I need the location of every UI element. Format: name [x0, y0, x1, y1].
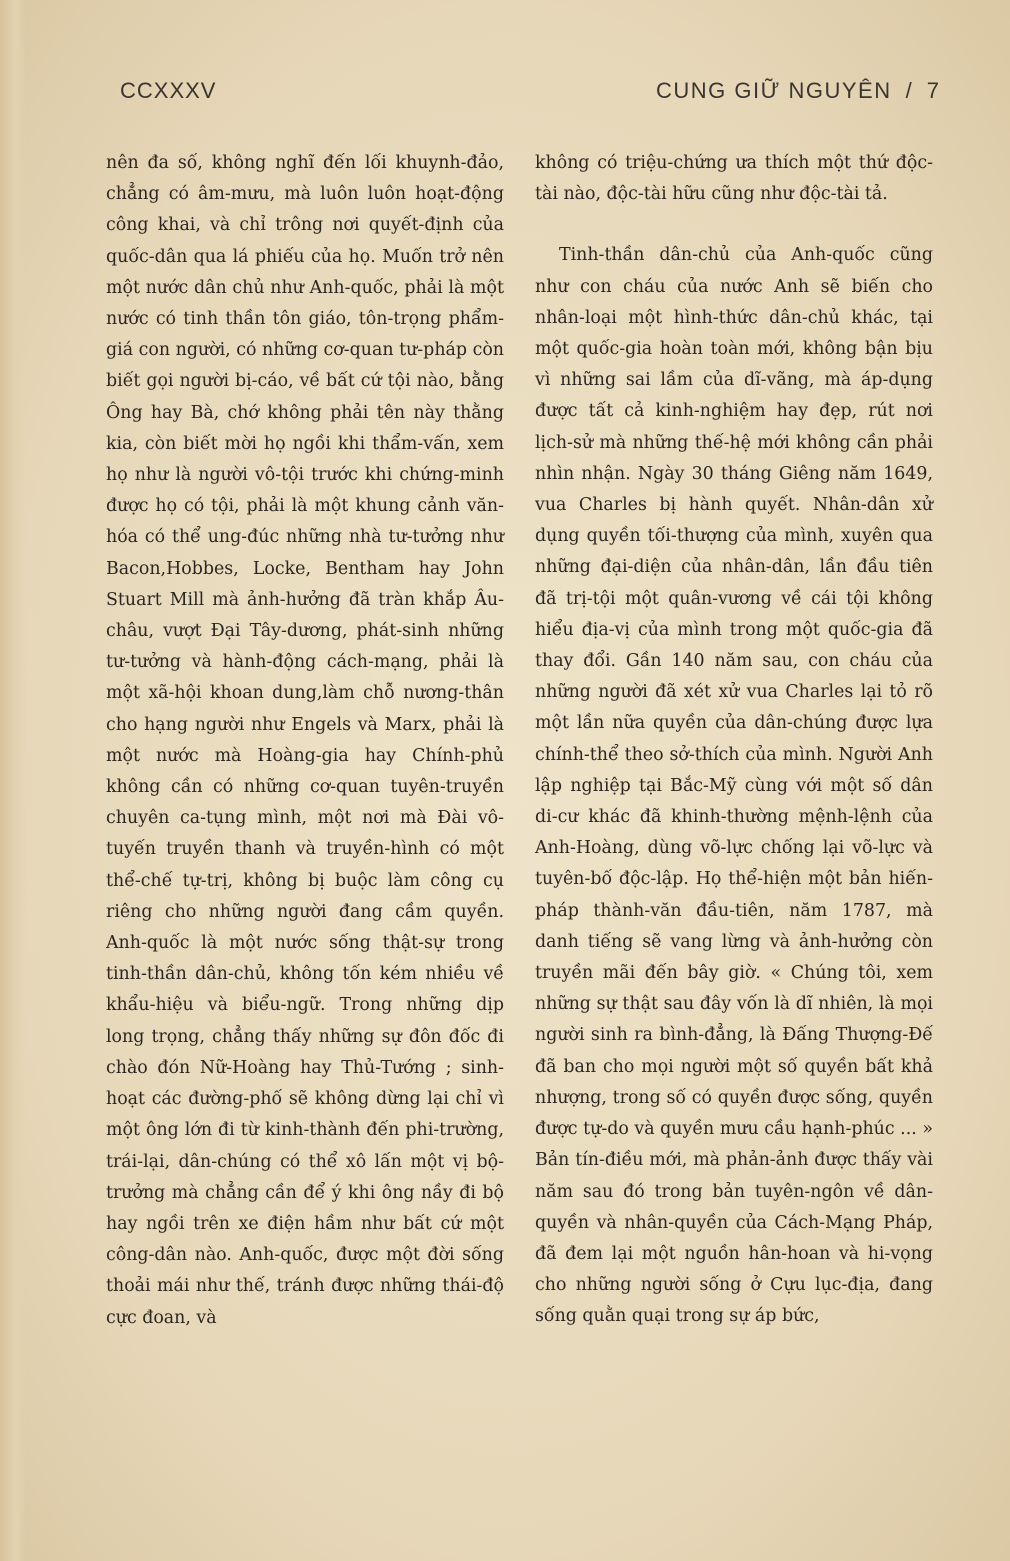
- left-column-paragraph: nên đa số, không nghĩ đến lối khuynh-đảo, chẳng có âm-mưu, mà luôn luôn hoạt-động công khai, và chỉ trông nơi quyết-định của quốc-dân qua lá phiếu của họ. Muốn trở nên một nước dân chủ như Anh-quốc, phải là một nước có tinh thần tôn giáo, tôn-trọng phẩm-giá con người, có những cơ-quan tư-pháp còn biết gọi người bị-cáo, về bất cứ tội nào, bằng Ông hay Bà, chớ không phải tên này thằng kia, còn biết mời họ ngồi khi thẩm-vấn, xem họ như là người vô-tội trước khi chứng-minh được họ có tội, phải là một khung cảnh văn-hóa có thể ung-đúc những nhà tư-tưởng như Bacon,Hobbes, Locke, Bentham hay John Stuart Mill mà ảnh-hưởng đã tràn khắp Âu-châu, vượt Đại Tây-dương, phát-sinh những tư-tưởng và hành-động cách-mạng, phải là một xã-hội khoan dung,làm chỗ nương-thân cho hạng người như Engels và Marx, phải là một nước mà Hoàng-gia hay Chính-phủ không cần có những cơ-quan tuyên-truyền chuyên ca-tụng mình, một nơi mà Đài vô-tuyến truyền thanh và truyền-hình có một thể-chế tự-trị, không bị buộc làm công cụ riêng cho những người đang cầm quyền. Anh-quốc là một nước sống thật-sự trong tinh-thần dân-chủ, không tốn kém nhiều về khẩu-hiệu và biểu-ngữ. Trong những dịp long trọng, chẳng thấy những sự đôn đốc đi chào đón Nữ-Hoàng hay Thủ-Tướng ; sinh-hoạt các đường-phố sẽ không dừng lại chỉ vì một ông lớn đi từ kinh-thành đến phi-trường, trái-lại, dân-chúng có thể xô lấn một vị bộ-trưởng mà chẳng cần để ý khi ông nầy đi bộ hay ngồi trên xe điện hầm như bất cứ một công-dân nào. Anh-quốc, được một đời sống thoải mái như thế, tránh được những thái-độ cực đoan, và: [106, 153, 504, 1328]
- running-header: [120, 76, 940, 110]
- right-column-paragraph-1: không có triệu-chứng ưa thích một thứ độc-tài nào, độc-tài hữu cũng như độc-tài tả.: [535, 153, 933, 205]
- running-title: CUNG GIỮ NGUYÊN: [655, 78, 892, 103]
- header-right: [656, 78, 940, 104]
- left-column: [106, 148, 504, 1334]
- header-separator: /: [905, 78, 913, 103]
- right-column-paragraph-2: Tinh-thần dân-chủ của Anh-quốc cũng như con cháu của nước Anh sẽ biến cho nhân-loại một hình-thức dân-chủ khác, tại một quốc-gia hoàn toàn mới, không bận bịu vì những sai lầm của dĩ-vãng, mà áp-dụng được tất cả kinh-nghiệm hay đẹp, rút nơi lịch-sử mà những thế-hệ mới không cần phải nhìn nhận. Ngày 30 tháng Giêng năm 1649, vua Charles bị hành quyết. Nhân-dân xử dụng quyền tối-thượng của mình, xuyên qua những đại-diện của nhân-dân, lần đầu tiên đã trị-tội một quân-vương về cái tội không hiểu địa-vị của mình trong một quốc-gia đã thay đổi. Gần 140 năm sau, con cháu của những người đã xét xử vua Charles lại tỏ rõ một lần nữa quyền của dân-chúng được lựa chính-thể theo sở-thích của mình. Người Anh lập nghiệp tại Bắc-Mỹ cùng với một số dân di-cư khác đã khinh-thường mệnh-lệnh của Anh-Hoàng, dùng võ-lực chống lại võ-lực và tuyên-bố độc-lập. Họ thể-hiện một bản hiến-pháp thành-văn đầu-tiên, năm 1787, mà danh tiếng sẽ vang lừng và ảnh-hưởng còn truyền mãi đến bây giờ. « Chúng tôi, xem những sự thật sau đây vốn là dĩ nhiên, là mọi người sinh ra bình-đẳng, là Đấng Thượng-Đế đã ban cho mọi người một số quyền bất khả nhượng, trong số có quyền được sống, quyền được tự-do và quyền mưu cầu hạnh-phúc ... » Bản tín-điều mới, mà phản-ảnh được thấy vài năm sau đó trong bản tuyên-ngôn về dân-quyền và nhân-quyền của Cách-Mạng Pháp, đã đem lại một nguồn hân-hoan và hi-vọng cho những người sống ở Cựu lục-địa, đang sống quằn quại trong sự áp bức,: [535, 245, 933, 1327]
- page-number: 7: [926, 78, 940, 103]
- section-number: CCXXXV: [120, 78, 217, 103]
- page-torn-edge: [0, 0, 26, 1561]
- right-column: [535, 148, 933, 1333]
